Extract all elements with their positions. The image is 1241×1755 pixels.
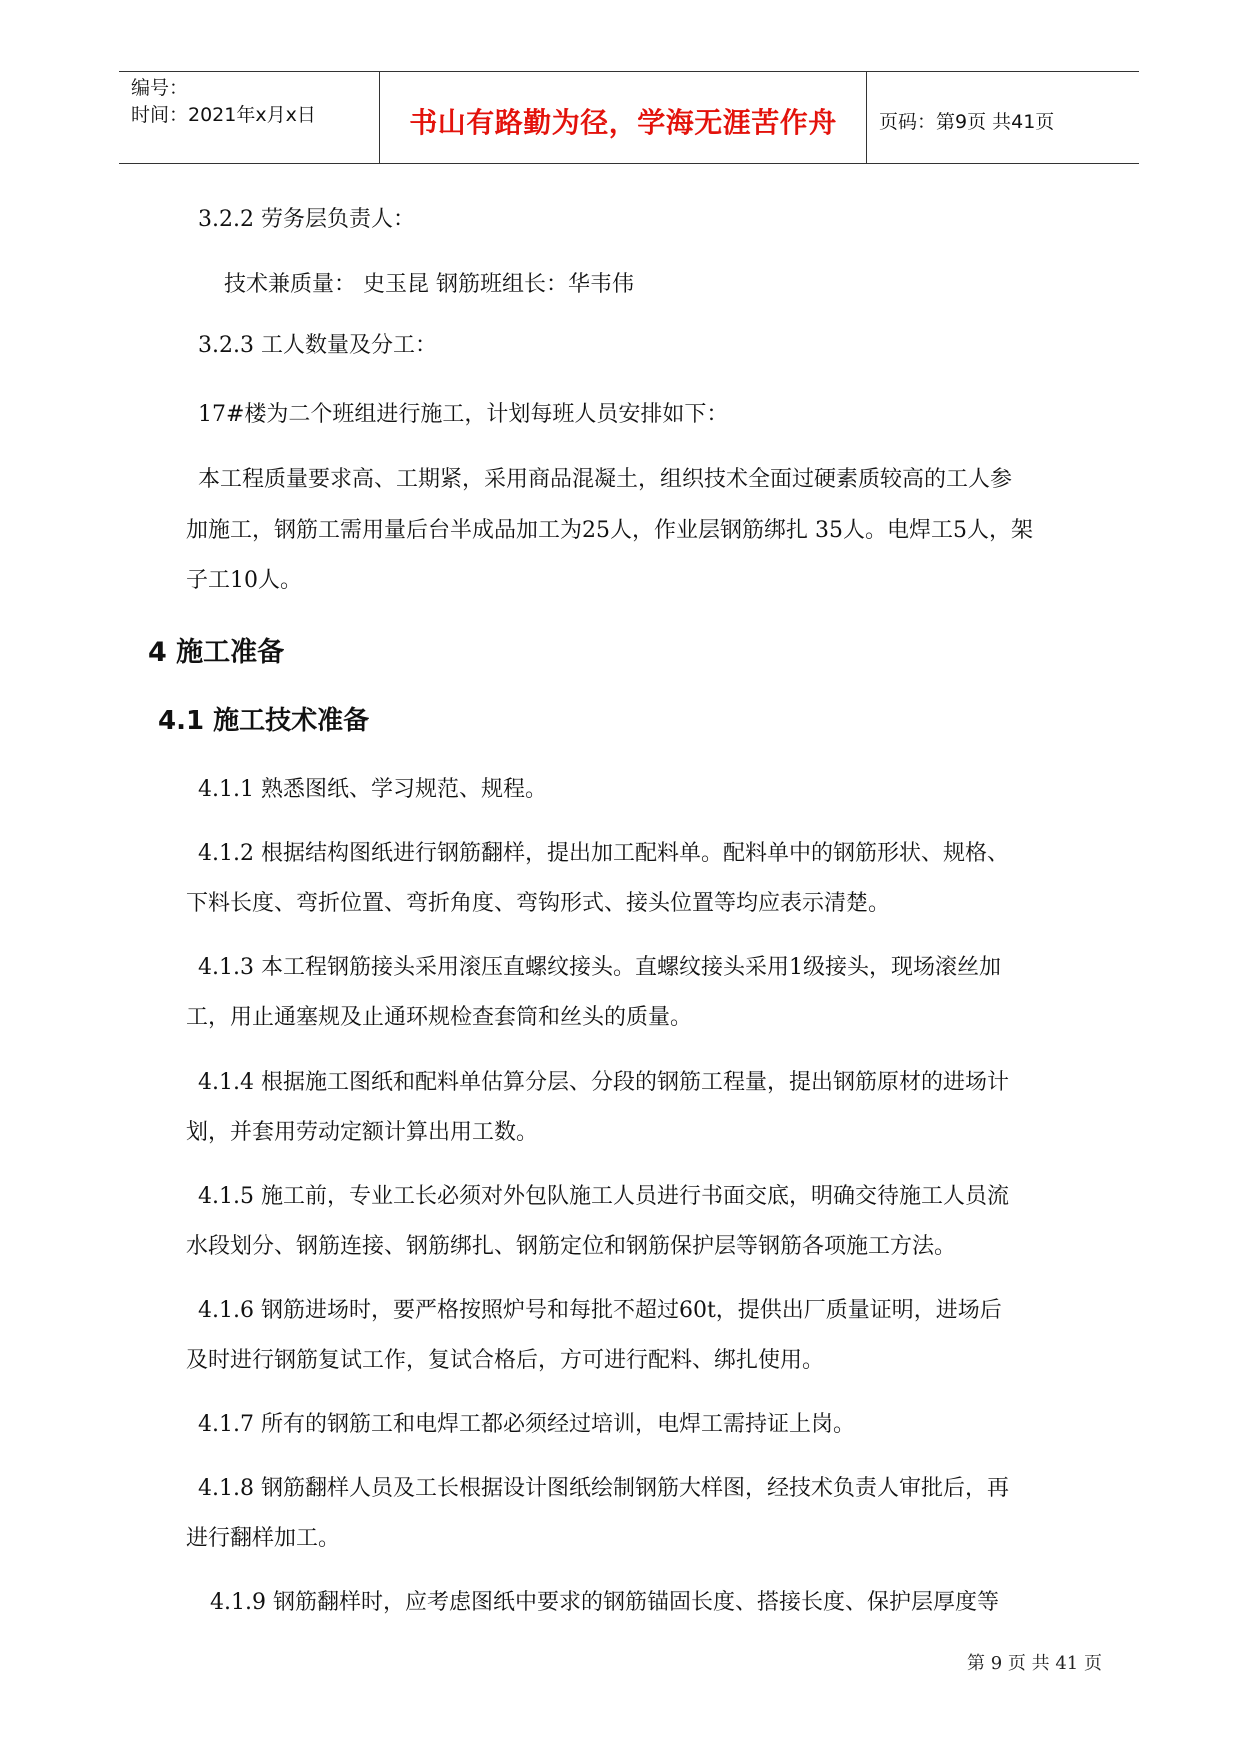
item-4-1-9: 4.1.9 钢筋翻样时，应考虑图纸中要求的钢筋锚固长度、搭接长度、保护层厚度等 [210, 1590, 999, 1615]
header-page-number: 页码：第9页 共41页 [879, 111, 1055, 133]
staffing-paragraph-line-1: 本工程质量要求高、工期紧，采用商品混凝土，组织技术全面过硬素质较高的工人参 [198, 467, 1013, 492]
header-page-cell [867, 72, 1139, 163]
item-4-1-4-line-1: 4.1.4 根据施工图纸和配料单估算分层、分段的钢筋工程量，提出钢筋原材的进场计 [198, 1070, 1009, 1095]
item-4-1-6-line-2: 及时进行钢筋复试工作，复试合格后，方可进行配料、绑扎使用。 [186, 1348, 825, 1373]
document-header [119, 71, 1139, 164]
item-4-1-3-line-2: 工，用止通塞规及止通环规检查套筒和丝头的质量。 [186, 1005, 693, 1030]
item-4-1-8-line-1: 4.1.8 钢筋翻样人员及工长根据设计图纸绘制钢筋大样图，经技术负责人审批后，再 [198, 1476, 1009, 1501]
section-3-2-2-content: 技术兼质量： 史玉昆 钢筋班组长：华韦伟 [224, 272, 634, 297]
section-3-2-2-title: 3.2.2 劳务层负责人： [198, 207, 415, 232]
chapter-4-heading: 4 施工准备 [148, 637, 285, 668]
header-motto-cell [379, 72, 867, 163]
header-left-cell [119, 72, 379, 163]
section-3-2-3-title: 3.2.3 工人数量及分工： [198, 333, 437, 358]
item-4-1-4-line-2: 划，并套用劳动定额计算出用工数。 [186, 1120, 539, 1145]
staffing-paragraph-line-2: 加施工，钢筋工需用量后台半成品加工为25人，作业层钢筋绑扎 35人。电焊工5人，架 [186, 518, 1033, 543]
document-number-label: 编号： [131, 77, 189, 99]
page-footer: 第 9 页 共 41 页 [967, 1653, 1102, 1674]
staffing-intro: 17#楼为二个班组进行施工，计划每班人员安排如下： [198, 402, 729, 427]
item-4-1-8-line-2: 进行翻样加工。 [186, 1526, 341, 1551]
section-4-1-heading: 4.1 施工技术准备 [158, 706, 370, 736]
item-4-1-7: 4.1.7 所有的钢筋工和电焊工都必须经过培训，电焊工需持证上岗。 [198, 1412, 855, 1437]
item-4-1-2-line-1: 4.1.2 根据结构图纸进行钢筋翻样，提出加工配料单。配料单中的钢筋形状、规格、 [198, 841, 1009, 866]
item-4-1-1: 4.1.1 熟悉图纸、学习规范、规程。 [198, 777, 547, 802]
document-date: 时间：2021年x月x日 [131, 104, 316, 126]
item-4-1-2-line-2: 下料长度、弯折位置、弯折角度、弯钩形式、接头位置等均应表示清楚。 [186, 891, 891, 916]
item-4-1-3-line-1: 4.1.3 本工程钢筋接头采用滚压直螺纹接头。直螺纹接头采用1级接头，现场滚丝加 [198, 955, 1001, 980]
header-motto: 书山有路勤为径，学海无涯苦作舟 [409, 105, 837, 139]
staffing-paragraph-line-3: 子工10人。 [186, 568, 302, 593]
item-4-1-5-line-1: 4.1.5 施工前，专业工长必须对外包队施工人员进行书面交底，明确交待施工人员流 [198, 1184, 1009, 1209]
item-4-1-6-line-1: 4.1.6 钢筋进场时，要严格按照炉号和每批不超过60t，提供出厂质量证明，进场后 [198, 1298, 1002, 1323]
item-4-1-5-line-2: 水段划分、钢筋连接、钢筋绑扎、钢筋定位和钢筋保护层等钢筋各项施工方法。 [186, 1234, 957, 1259]
